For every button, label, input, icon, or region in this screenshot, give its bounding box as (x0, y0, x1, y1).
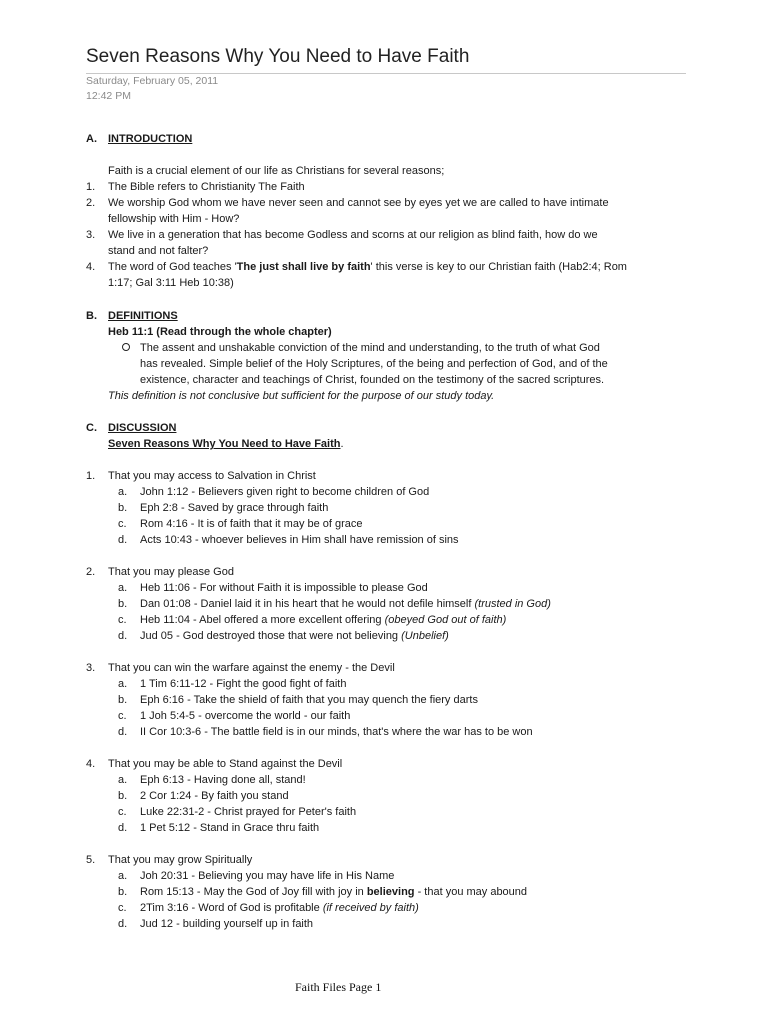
reason-number: 5. (86, 854, 96, 866)
intro-item-text: We worship God whom we have never seen and cannot see by eyes yet we are called to have intimate (108, 197, 609, 209)
intro-item-text: The Bible refers to Christianity The Faith (108, 181, 305, 193)
reason-item-letter: b. (118, 598, 128, 610)
reason-item-text: 2 Cor 1:24 - By faith you stand (140, 790, 289, 802)
reason-item (140, 612, 506, 628)
reason-item-letter: c. (118, 902, 127, 914)
reason-item (140, 820, 319, 836)
reason-item-text: Jud 12 - building yourself up in faith (140, 918, 314, 930)
section-a-heading: INTRODUCTION (108, 133, 193, 145)
reason-item-text: 1 Tim 6:11-12 - Fight the good fight of faith (140, 678, 347, 690)
definitions-subheading: Heb 11:1 (Read through the whole chapter) (108, 326, 332, 338)
reason-item-letter: d. (118, 630, 128, 642)
reason-item (140, 628, 449, 644)
reason-item-letter: a. (118, 774, 128, 786)
reason-item-letter: c. (118, 614, 127, 626)
intro-item-number: 4. (86, 261, 96, 273)
reason-item (140, 916, 313, 932)
discussion-subheading-tail: . (340, 438, 344, 450)
reason-item-text: Rom 15:13 - May the God of Joy fill with joy in (140, 886, 367, 898)
reason-title: That you can win the warfare against the enemy - the Devil (108, 662, 395, 674)
reason-item (140, 484, 429, 500)
discussion-subheading (108, 436, 344, 452)
intro-item-text: We live in a generation that has become Godless and scorns at our religion as blind faith, how do we (108, 229, 598, 241)
page-footer: Faith Files Page 1 (295, 980, 382, 994)
reason-item-text: Eph 6:13 - Having done all, stand! (140, 774, 306, 786)
reason-item-text: Acts 10:43 - whoever believes in Him shall have remission of sins (140, 534, 459, 546)
reason-item-text: John 1:12 - Believers given right to become children of God (140, 486, 430, 498)
definition-text: has revealed. Simple belief of the Holy Scriptures, of the being and perfection of God, and of the (140, 358, 608, 370)
reason-title: That you may access to Salvation in Christ (108, 470, 316, 482)
reason-title: That you may please God (108, 566, 234, 578)
reason-item (140, 772, 306, 788)
reason-item-text: Eph 6:16 - Take the shield of faith that you may quench the fiery darts (140, 694, 478, 706)
reason-item-letter: a. (118, 486, 128, 498)
intro-item-text-pre: The word of God teaches ' (108, 261, 237, 273)
reason-number: 4. (86, 758, 96, 770)
reason-item (140, 868, 394, 884)
intro-item-text: 1:17; Gal 3:11 Heb 10:38) (108, 277, 234, 289)
page-title: Seven Reasons Why You Need to Have Faith (86, 46, 470, 67)
section-b-marker: B. (86, 310, 97, 322)
reason-item-text: Dan 01:08 - Daniel laid it in his heart that he would not defile himself (140, 598, 475, 610)
intro-item-number: 2. (86, 197, 96, 209)
reason-item (140, 580, 428, 596)
reason-item-text: 1 Pet 5:12 - Stand in Grace thru faith (140, 822, 320, 834)
intro-item-text-bold: The just shall live by faith (236, 261, 371, 273)
definition-text: The assent and unshakable conviction of the mind and understanding, to the truth of what God (140, 342, 600, 354)
reason-item (140, 676, 346, 692)
intro-item-text (108, 259, 627, 275)
intro-item-number: 1. (86, 181, 96, 193)
reason-item (140, 596, 551, 612)
reason-item-letter: a. (118, 582, 128, 594)
reason-item-letter: b. (118, 694, 128, 706)
reason-item (140, 708, 350, 724)
reason-item-text: Luke 22:31-2 - Christ prayed for Peter's faith (140, 806, 357, 818)
reason-item (140, 692, 478, 708)
page-date: Saturday, February 05, 2011 (86, 75, 219, 87)
reason-item (140, 804, 356, 820)
reason-item-tail: - that you may abound (414, 886, 528, 898)
title-divider (86, 73, 686, 74)
reason-number: 3. (86, 662, 96, 674)
reason-item-text: 1 Joh 5:4-5 - overcome the world - our faith (140, 710, 351, 722)
reason-item (140, 900, 419, 916)
reason-item-letter: b. (118, 790, 128, 802)
reason-item (140, 500, 328, 516)
reason-item (140, 884, 527, 900)
reason-item-text: Eph 2:8 - Saved by grace through faith (140, 502, 329, 514)
intro-item-number: 3. (86, 229, 96, 241)
reason-item-letter: c. (118, 518, 127, 530)
reason-item-letter: a. (118, 870, 128, 882)
reason-item-note: (Unbelief) (401, 630, 449, 642)
section-c-heading: DISCUSSION (108, 422, 177, 434)
section-a-marker: A. (86, 133, 97, 145)
reason-item-text: Heb 11:06 - For without Faith it is impossible to please God (140, 582, 428, 594)
reason-item-text: Rom 4:16 - It is of faith that it may be of grace (140, 518, 363, 530)
reason-item-letter: c. (118, 806, 127, 818)
intro-item-text: stand and not falter? (108, 245, 209, 257)
intro-item-text-post: ' this verse is key to our Christian faith (Hab2:4; Rom (370, 261, 627, 273)
reason-item (140, 532, 459, 548)
reason-item-bold: believing (366, 886, 415, 898)
reason-item-note: (obeyed God out of faith) (384, 614, 507, 626)
reason-item-text: Joh 20:31 - Believing you may have life in His Name (140, 870, 395, 882)
reason-item-letter: d. (118, 534, 128, 546)
definition-text: existence, character and teachings of Christ, founded on the testimony of the sacred scriptures. (140, 374, 605, 386)
reason-item-letter: d. (118, 726, 128, 738)
intro-item-text: fellowship with Him - How? (108, 213, 240, 225)
reason-item (140, 516, 363, 532)
reason-item-note: (if received by faith) (322, 902, 419, 914)
discussion-subheading-text: Seven Reasons Why You Need to Have Faith (108, 438, 341, 450)
reason-item-letter: b. (118, 886, 128, 898)
reason-item-text: 2Tim 3:16 - Word of God is profitable (140, 902, 323, 914)
circle-bullet-icon (122, 340, 130, 356)
reason-number: 1. (86, 470, 96, 482)
reason-title: That you may grow Spiritually (108, 854, 253, 866)
reason-item-text: Heb 11:04 - Abel offered a more excellent offering (140, 614, 385, 626)
reason-item (140, 724, 533, 740)
reason-item-letter: d. (118, 918, 128, 930)
reason-title: That you may be able to Stand against the Devil (108, 758, 343, 770)
reason-item-letter: c. (118, 710, 127, 722)
page-time: 12:42 PM (86, 90, 131, 102)
intro-lead: Faith is a crucial element of our life as Christians for several reasons; (108, 165, 445, 177)
reason-item-note: (trusted in God) (474, 598, 551, 610)
reason-item (140, 788, 289, 804)
reason-number: 2. (86, 566, 96, 578)
reason-item-text: II Cor 10:3-6 - The battle field is in our minds, that's where the war has to be won (140, 726, 533, 738)
reason-item-letter: b. (118, 502, 128, 514)
reason-item-letter: a. (118, 678, 128, 690)
section-c-marker: C. (86, 422, 97, 434)
section-b-heading: DEFINITIONS (108, 310, 178, 322)
reason-item-text: Jud 05 - God destroyed those that were not believing (140, 630, 402, 642)
reason-item-letter: d. (118, 822, 128, 834)
definition-note: This definition is not conclusive but sufficient for the purpose of our study today. (108, 390, 495, 402)
